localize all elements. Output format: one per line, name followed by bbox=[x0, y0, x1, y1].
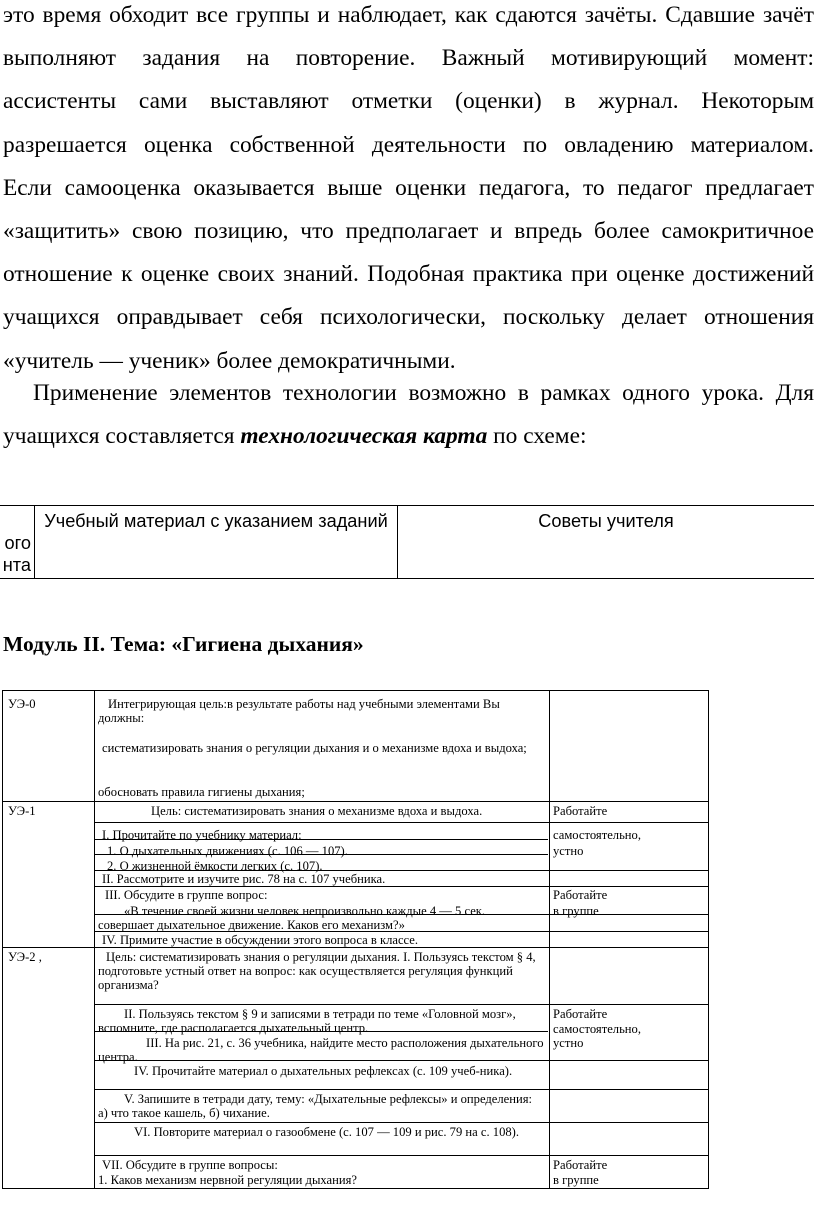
task-step: IV. Прочитайте материал о дыхательных рефлексах (с. 109 учеб-ника). bbox=[134, 1064, 513, 1078]
ue-code: УЭ-0 bbox=[8, 697, 36, 711]
column-divider bbox=[94, 691, 95, 1188]
task-step: III. Обсудите в группе вопрос: bbox=[105, 888, 268, 902]
task-step: 2. О жизненной ёмкости легких (с. 107). bbox=[107, 859, 323, 873]
text-fragment: по схеме: bbox=[487, 423, 587, 450]
advice-text: в группе bbox=[553, 904, 599, 918]
column-divider bbox=[549, 691, 550, 1188]
ue-code: УЭ-1 bbox=[8, 804, 36, 818]
row-divider bbox=[3, 947, 708, 948]
advice-text: устно bbox=[553, 1036, 584, 1050]
scheme-col-3-header: Советы учителя bbox=[538, 511, 674, 531]
row-divider bbox=[94, 1155, 708, 1156]
row-divider bbox=[3, 801, 708, 802]
row-divider bbox=[94, 886, 708, 887]
paragraph-line: «защитить» свою позицию, что предполагает и впредь более самокритичное bbox=[3, 218, 814, 245]
task-step: II. Рассмотрите и изучите рис. 78 на с. 107 учебника. bbox=[102, 872, 386, 886]
paragraph-line: выполняют задания на повторение. Важный мотивирующий момент: bbox=[3, 45, 814, 72]
scheme-col-1-text: ого нта bbox=[2, 533, 31, 575]
text-fragment: учащихся составляется bbox=[3, 423, 241, 450]
module-table bbox=[2, 690, 709, 1189]
row-divider bbox=[94, 822, 708, 823]
advice-text: Работайте bbox=[553, 804, 608, 818]
ue-code: УЭ-2 , bbox=[8, 950, 42, 964]
task-step: 1. О дыхательных движениях (с. 106 — 107). bbox=[107, 844, 348, 858]
paragraph-line: «учитель — ученик» более демократичными. bbox=[3, 347, 456, 374]
emphasized-term: технологическая карта bbox=[240, 423, 488, 450]
paragraph-line: ассистенты сами выставляют отметки (оценки) в журнал. Некоторым bbox=[3, 88, 814, 115]
task-step: V. Запишите в тетради дату, тему: «Дыхательные рефлексы» и определения: а) что такое кашель, б) чихание. bbox=[98, 1092, 533, 1120]
task-step: I. Прочитайте по учебнику материал: bbox=[102, 828, 302, 842]
row-divider bbox=[94, 1122, 708, 1123]
task-step: II. Пользуясь текстом § 9 и записями в тетради по теме «Головной мозг», вспомните, где располагается дыхательный центр. bbox=[98, 1007, 516, 1035]
body-paragraph-2 bbox=[3, 372, 814, 458]
advice-text: Работайте bbox=[553, 1007, 608, 1021]
scheme-col-2-header: Учебный материал с указанием заданий bbox=[44, 511, 388, 531]
advice-text: Работайте bbox=[553, 888, 608, 902]
body-paragraph-1 bbox=[3, 0, 814, 383]
discussion-question: «В течение своей жизни человек непроизвольно каждые 4 — 5 сек. совершает дыхательное движение. Каков его механизм?» bbox=[98, 904, 486, 932]
ue0-task: систематизировать знания о регуляции дыхания и о механизме вдоха и выдоха; bbox=[102, 741, 527, 755]
task-step: VI. Повторите материал о газообмене (с. 107 — 109 и рис. 79 на с. 108). bbox=[134, 1125, 520, 1139]
paragraph-line: это время обходит все группы и наблюдает, как сдаются зачёты. Сдавшие зачёт bbox=[3, 2, 814, 28]
row-divider bbox=[94, 1089, 708, 1090]
scheme-table bbox=[0, 505, 814, 579]
paragraph-line bbox=[3, 415, 814, 458]
task-step: VII. Обсудите в группе вопросы: bbox=[102, 1158, 278, 1172]
module-title: Модуль II. Тема: «Гигиена дыхания» bbox=[3, 632, 364, 656]
ue1-goal: Цель: систематизировать знания о механизме вдоха и выдоха. bbox=[151, 804, 483, 818]
row-divider bbox=[94, 1004, 708, 1005]
ue0-task: обосновать правила гигиены дыхания; bbox=[98, 785, 305, 799]
advice-text: самостоятельно, bbox=[553, 1022, 641, 1036]
advice-text: устно bbox=[553, 844, 584, 858]
paragraph-line: отношение к оценке своих знаний. Подобная практика при оценке достижений bbox=[3, 261, 814, 288]
advice-text: в группе bbox=[553, 1173, 599, 1187]
advice-text: Работайте bbox=[553, 1158, 608, 1172]
task-step: IV. Примите участие в обсуждении этого вопроса в классе. bbox=[102, 933, 419, 947]
scheme-col-3 bbox=[398, 506, 814, 578]
ue0-goal: Интегрирующая цель:в результате работы над учебными элементами Вы должны: bbox=[98, 697, 500, 725]
scheme-col-1 bbox=[0, 506, 35, 578]
paragraph-line: учащихся оправдывает себя психологически, поскольку делает отношения bbox=[3, 304, 814, 331]
advice-text: самостоятельно, bbox=[553, 828, 641, 842]
ue2-goal: Цель: систематизировать знания о регуляции дыхания. I. Пользуясь текстом § 4, подготовьте устный ответ на вопрос: как осуществляется регуляция функций организма? bbox=[98, 950, 536, 992]
scheme-col-2 bbox=[35, 506, 398, 578]
paragraph-line: разрешается оценка собственной деятельности по овладению материалом. bbox=[3, 131, 814, 158]
discussion-question: 1. Каков механизм нервной регуляции дыхания? bbox=[98, 1173, 357, 1187]
task-step: III. На рис. 21, с. 36 учебника, найдите место расположения дыхательного центра. bbox=[98, 1036, 544, 1064]
paragraph-line: Применение элементов технологии возможно в рамках одного урока. Для bbox=[33, 380, 814, 406]
paragraph-line: Если самооценка оказывается выше оценки педагога, то педагог предлагает bbox=[3, 174, 814, 201]
